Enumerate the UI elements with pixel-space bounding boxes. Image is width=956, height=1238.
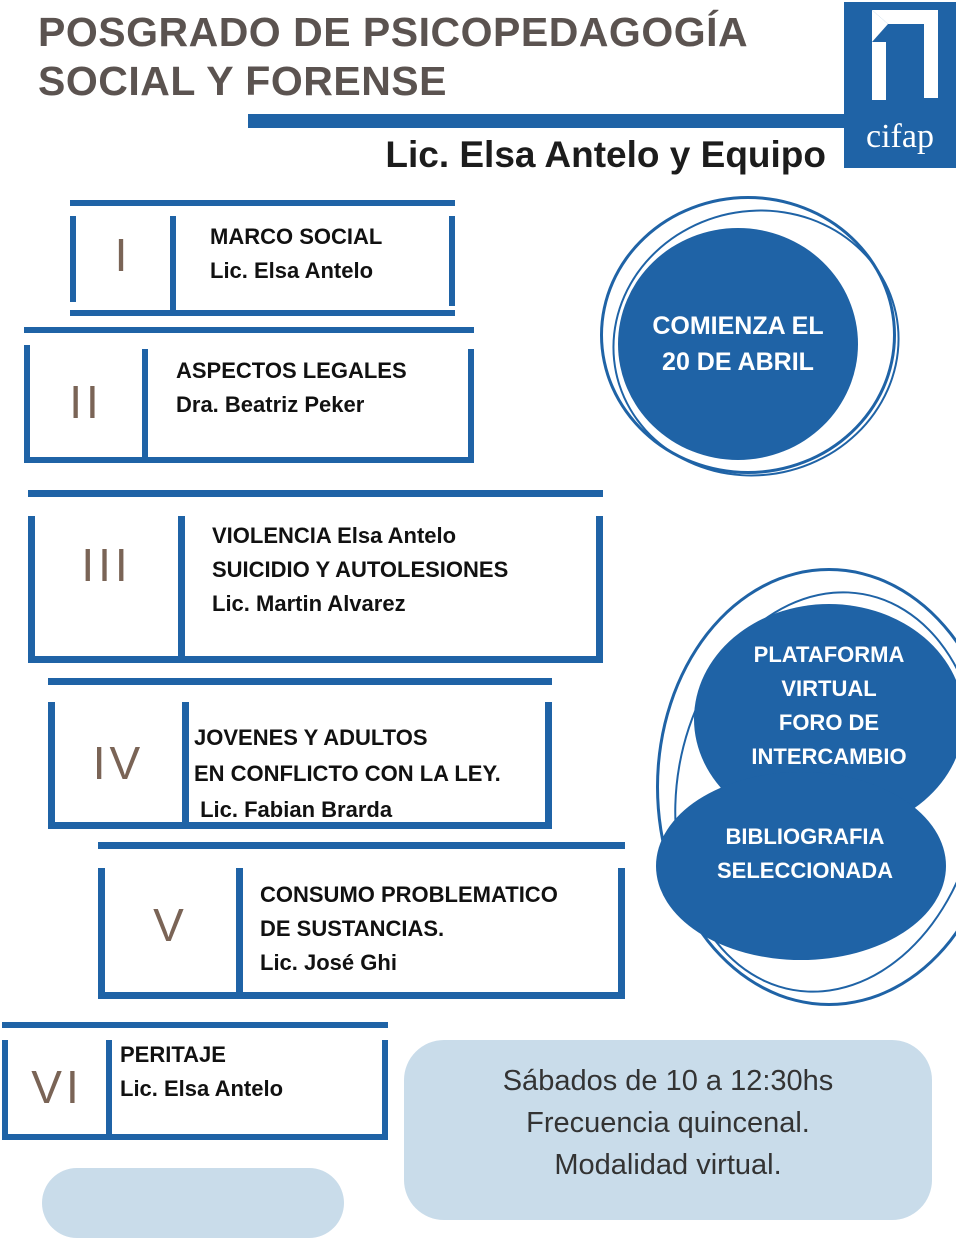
module-6-line-1: PERITAJE — [120, 1042, 226, 1067]
module-5-left-rule — [98, 868, 105, 992]
module-2-right-rule — [468, 349, 474, 457]
module-2-line-1: ASPECTOS LEGALES — [176, 358, 407, 383]
module-4-left-rule — [48, 702, 55, 822]
module-1 — [70, 200, 455, 318]
title — [38, 8, 748, 106]
platform-badge-line-3: FORO DE — [778, 710, 880, 735]
module-1-line-1: MARCO SOCIAL — [210, 224, 383, 249]
module-5-line-3: Lic. José Ghi — [260, 950, 397, 975]
module-6 — [2, 1022, 388, 1142]
bibliography-badge-line-1: BIBLIOGRAFIA — [725, 824, 885, 849]
platform-badge-line-1: PLATAFORMA — [753, 642, 905, 667]
module-5-divider — [236, 868, 243, 992]
schedule-line-1: Sábados de 10 a 12:30hs — [502, 1065, 834, 1097]
logo-text: cifap — [866, 118, 934, 155]
module-2-number: II — [69, 376, 103, 428]
schedule-line-2: Frecuencia quincenal. — [526, 1107, 810, 1139]
module-3-line-3: Lic. Martin Alvarez — [212, 591, 406, 616]
module-5-top-rule — [98, 842, 625, 849]
module-2-bottom-rule — [24, 457, 474, 463]
module-6-bottom-rule — [2, 1134, 388, 1140]
module-3-right-rule — [596, 516, 603, 656]
module-4-line-3: Lic. Fabian Brarda — [194, 797, 393, 822]
module-6-text — [120, 1038, 283, 1106]
start-badge-text — [600, 308, 876, 380]
module-6-top-rule — [2, 1022, 388, 1028]
logo-mark-icon — [844, 2, 956, 122]
module-1-line-2: Lic. Elsa Antelo — [210, 258, 374, 283]
bibliography-badge-line-2: SELECCIONADA — [716, 858, 893, 883]
module-6-right-rule — [382, 1040, 388, 1134]
module-6-line-2: Lic. Elsa Antelo — [120, 1076, 284, 1101]
module-2-text — [176, 354, 407, 422]
module-4-text — [194, 720, 501, 828]
module-4-divider — [182, 702, 189, 822]
module-1-divider — [170, 216, 176, 310]
schedule-text — [404, 1060, 932, 1186]
header-rule — [248, 114, 844, 128]
start-badge-line-2: 20 DE ABRIL — [662, 348, 814, 376]
module-2-line-2: Dra. Beatriz Peker — [176, 392, 365, 417]
module-1-top-rule — [70, 200, 455, 206]
cifap-logo — [844, 2, 956, 168]
title-line-1: POSGRADO DE PSICOPEDAGOGÍA — [38, 9, 749, 55]
module-4-right-rule — [545, 702, 552, 822]
platform-badge-line-2: VIRTUAL — [781, 676, 877, 701]
module-6-number: VI — [31, 1061, 83, 1113]
module-5-line-2: DE SUSTANCIAS. — [260, 916, 445, 941]
module-6-divider — [106, 1040, 112, 1134]
module-3-top-rule — [28, 490, 603, 497]
module-4-top-rule — [48, 678, 552, 685]
module-3-bottom-rule — [28, 656, 603, 663]
module-5-number: V — [153, 899, 188, 951]
module-2-top-rule — [24, 327, 474, 333]
module-3-divider — [178, 516, 185, 656]
module-3-number: III — [81, 539, 132, 591]
module-2 — [24, 327, 474, 467]
module-1-text — [210, 220, 382, 288]
schedule-line-3: Modalidad virtual. — [554, 1149, 782, 1181]
bibliography-badge-text — [670, 820, 940, 888]
module-4-line-2: EN CONFLICTO CON LA LEY. — [194, 761, 501, 786]
module-4 — [48, 678, 552, 832]
platform-badge-text — [694, 638, 956, 774]
platform-badge-line-4: INTERCAMBIO — [751, 744, 907, 769]
module-1-bottom-rule — [70, 310, 455, 316]
module-3-text — [212, 519, 508, 621]
module-2-divider — [142, 349, 148, 457]
bottom-left-panel — [42, 1168, 344, 1238]
module-4-line-1: JOVENES Y ADULTOS — [194, 725, 428, 750]
module-1-right-rule — [449, 216, 455, 306]
module-1-number: I — [114, 229, 132, 281]
module-3-line-1: VIOLENCIA Elsa Antelo — [212, 523, 457, 548]
module-3-left-rule — [28, 516, 35, 656]
module-5-bottom-rule — [98, 992, 625, 999]
subtitle: Lic. Elsa Antelo y Equipo — [385, 134, 826, 175]
module-5-text — [260, 878, 558, 980]
module-5 — [98, 842, 625, 1002]
module-4-number: IV — [92, 737, 145, 789]
start-badge-line-1: COMIENZA EL — [652, 312, 824, 340]
title-line-2: SOCIAL Y FORENSE — [38, 58, 447, 104]
module-3 — [28, 490, 603, 666]
module-3-line-2: SUICIDIO Y AUTOLESIONES — [212, 557, 509, 582]
module-5-line-1: CONSUMO PROBLEMATICO — [260, 882, 558, 907]
module-5-right-rule — [618, 868, 625, 992]
